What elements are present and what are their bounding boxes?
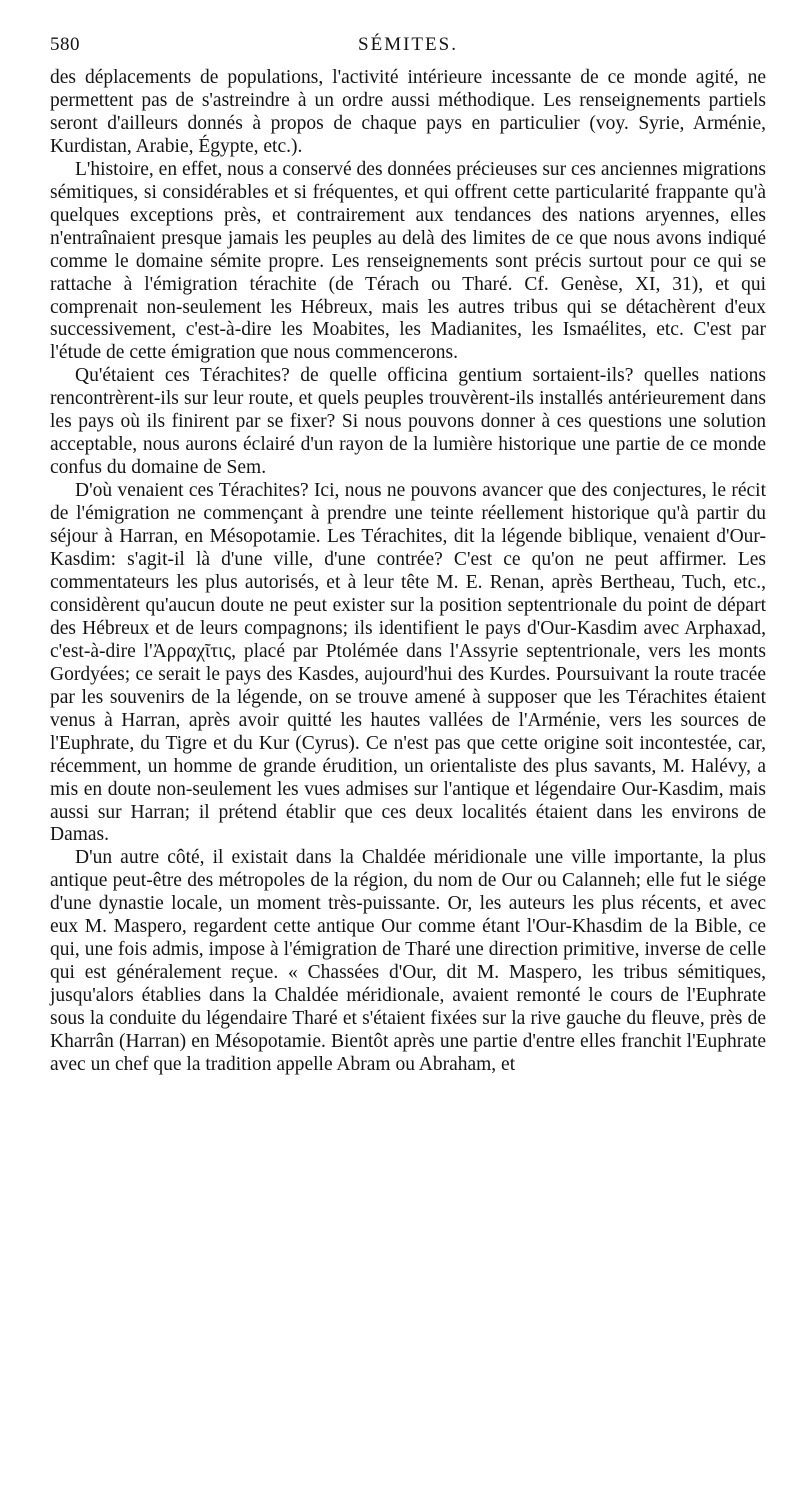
page-number: 580 xyxy=(50,34,80,55)
paragraph: D'un autre côté, il existait dans la Chaldée méridionale une ville importante, la plus antique peut-être des métropoles de la région, du nom de Our ou Calanneh; elle fut le siége d'une dynastie locale, un moment très-puissante. Or, les auteurs les plus récents, et avec eux M. Maspero, regardent cette antique Our comme étant l'Our-Khasdim de la Bible, ce qui, une fois admis, impose à l'émigration de Tharé une direction primitive, inverse de celle qui est généralement reçue. « Chassées d'Our, dit M. Maspero, les tribus sémitiques, jusqu'alors établies dans la Chaldée méridionale, avaient remonté le cours de l'Euphrate sous la conduite du légendaire Tharé et s'étaient fixées sur la rive gauche du fleuve, près de Kharrân (Harran) en Mésopotamie. Bientôt après une partie d'entre elles franchit l'Euphrate avec un chef que la tradition appelle Abram ou Abraham, et xyxy=(50,847,766,1075)
body-text xyxy=(50,67,766,1077)
book-page xyxy=(50,30,766,1077)
paragraph-continuation: des déplacements de populations, l'activité intérieure incessante de ce monde agité, ne permettent pas de s'astreindre à un ordre aussi méthodique. Les renseignements partiels seront d'ailleurs donnés à propos de chaque pays en particulier (voy. Syrie, Arménie, Kurdistan, Arabie, Égypte, etc.). xyxy=(50,67,766,157)
running-head xyxy=(50,30,766,60)
paragraph: D'où venaient ces Térachites? Ici, nous ne pouvons avancer que des conjectures, le récit de l'émigration ne commençant à prendre une teinte réellement historique qu'à partir du séjour à Harran, en Mésopotamie. Les Térachites, dit la légende biblique, venaient d'Our-Kasdim: s'agit-il là d'une ville, d'une contrée? C'est ce qu'on ne peut affirmer. Les commentateurs les plus autorisés, et à leur tête M. E. Renan, après Bertheau, Tuch, etc., considèrent qu'aucun doute ne peut exister sur la position septentrionale du point de départ des Hébreux et de leurs compagnons; ils identifient le pays d'Our-Kasdim avec Arphaxad, c'est-à-dire l'Ἀρραχῖτις, placé par Ptolémée dans l'Assyrie septentrionale, vers les monts Gordyées; ce serait le pays des Kasdes, aujourd'hui des Kurdes. Poursuivant la route tracée par les souvenirs de la légende, on se trouve amené à supposer que les Térachites étaient venus à Harran, après avoir quitté les hautes vallées de l'Arménie, vers les sources de l'Euphrate, du Tigre et du Kur (Cyrus). Ce n'est pas que cette origine soit incontestée, car, récemment, un homme de grande érudition, un orientaliste des plus savants, M. Halévy, a mis en doute non-seulement les vues admises sur l'antique et légendaire Our-Kasdim, mais aussi sur Harran; il prétend établir que ces deux localités étaient dans les environs de Damas. xyxy=(50,480,766,846)
paragraph: L'histoire, en effet, nous a conservé des données précieuses sur ces anciennes migrations sémitiques, si considérables et si fréquentes, et qui offrent cette particularité frappante qu'à quelques exceptions près, et contrairement aux tendances des nations aryennes, elles n'entraînaient presque jamais les peuples au delà des limites de ce que nous avons indiqué comme le domaine sémite propre. Les renseignements sont précis surtout pour ce qui se rattache à l'émigration térachite (de Térach ou Tharé. Cf. Genèse, XI, 31), et qui comprenait non-seulement les Hébreux, mais les autres tribus qui se détachèrent d'eux successivement, c'est-à-dire les Moabites, les Madianites, les Ismaélites, etc. C'est par l'étude de cette émigration que nous commencerons. xyxy=(50,158,766,364)
running-title: SÉMITES. xyxy=(358,34,458,55)
paragraph: Qu'étaient ces Térachites? de quelle officina gentium sortaient-ils? quelles nations rencontrèrent-ils sur leur route, et quels peuples trouvèrent-ils installés antérieurement dans les pays où ils finirent par se fixer? Si nous pouvons donner à ces questions une solution acceptable, nous aurons éclairé d'un rayon de la lumière historique une partie de ce monde confus du domaine de Sem. xyxy=(50,365,766,479)
